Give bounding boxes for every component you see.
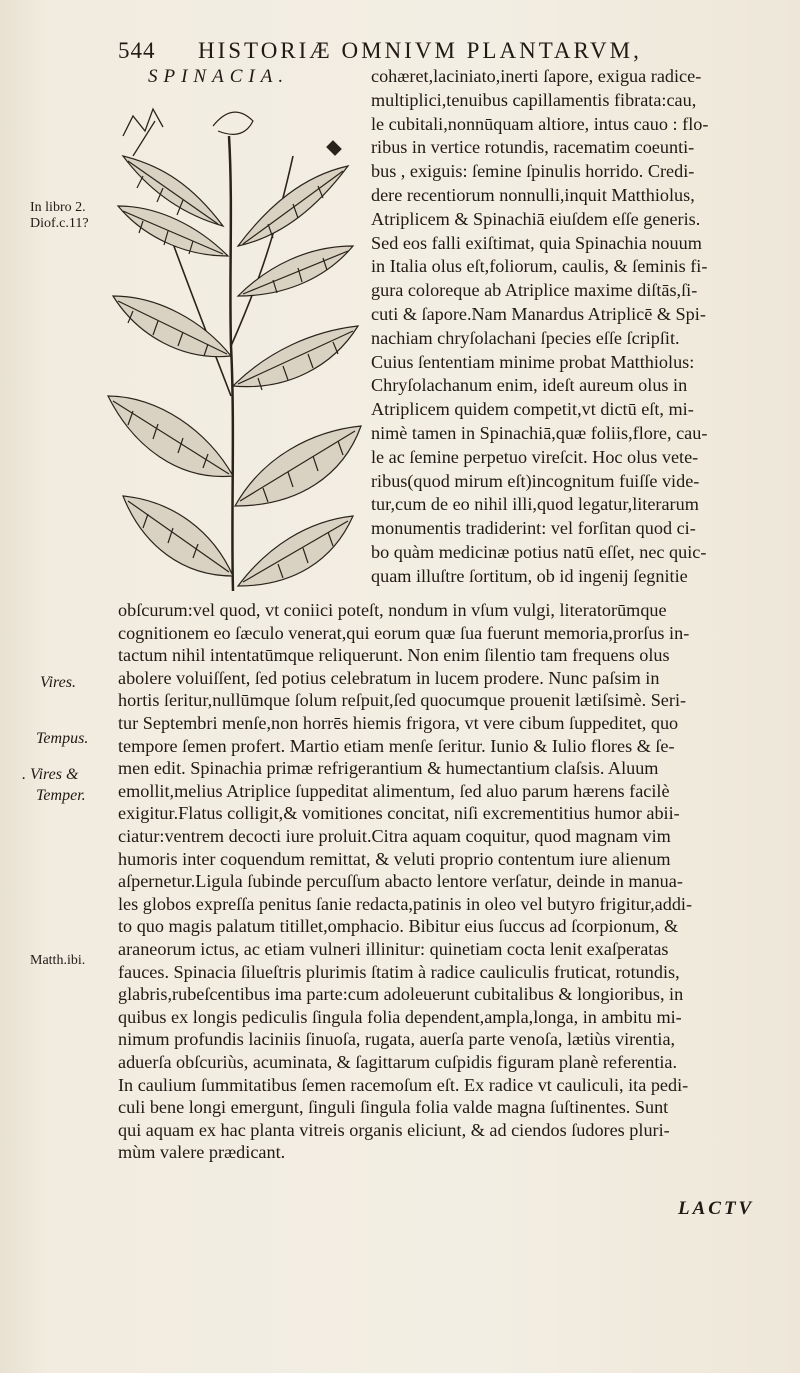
text-line: bus , exiguis: ſemine ſpinulis horrido. Credi- <box>371 161 695 182</box>
text-line: le cubitali,nonnūquam altiore, intus cauo : flo- <box>371 113 709 134</box>
margin-note-vires: Vires. <box>40 674 76 691</box>
text-line: nimum profundis laciniis ſinuoſa, rugata, auerſa parte venoſa, lætiùs virentia, <box>118 1029 676 1050</box>
text-line: exigitur.Flatus colligit,& vomitiones concitat, niſi excrementitius humor abii- <box>118 803 680 824</box>
text-line: ribus(quod mirum eſt)incognitum fuiſſe vide- <box>371 470 700 491</box>
text-line: dere recentiorum nonnulli,inquit Matthiolus, <box>371 185 695 205</box>
text-line: fauces. Spinacia ſilueſtris plurimis ſtatim à radice cauliculis fruticat, rotundis, <box>118 961 680 982</box>
text-line: tactum nihil intentatūmque reliquerunt. Non enim ſilentio tam frequens olus <box>118 645 670 666</box>
text-line: ribus in vertice rotundis, racematim coeunti- <box>371 137 695 158</box>
catchword: LACTV <box>678 1198 755 1219</box>
text-line: multiplici,tenuibus capillamentis fibrata:cau, <box>371 89 697 110</box>
text-line: Atriplicem quidem competit,vt dictū eſt, mi- <box>371 399 694 420</box>
text-line: in Italia olus eſt,foliorum, caulis, & ſeminis fi- <box>371 256 708 277</box>
text-line: abolere voluiſſent, ſed potius celebratum in lucem prodere. Nunc paſsim in <box>118 667 660 688</box>
text-line: Sed eos falli exiſtimat, quia Spinachia nouum <box>371 232 702 253</box>
text-line: emollit,melius Atriplice ſuppeditat alimentum, ſed aluo parum hærens facilè <box>118 780 670 801</box>
margin-note-ref-2: Diof.c.11? <box>30 216 89 231</box>
text-line: humoris inter coquendum remittat, & veluti proprio contentum iure alienum <box>118 848 671 869</box>
text-line: Cuius ſententiam minime probat Matthiolus: <box>371 351 695 372</box>
text-line: men edit. Spinachia primæ refrigerantium & humectantium claſsis. Aluum <box>118 758 659 779</box>
text-line: cuti & ſapore.Nam Manardus Atriplicē & Spi- <box>371 304 706 324</box>
text-line: le ac ſemine perpetuo vireſcit. Hoc olus vete- <box>371 446 699 467</box>
text-line: araneorum ictus, ac etiam vulneri illinitur: quinetiam cocta lenit exaſperatas <box>118 939 669 959</box>
text-line: bo quàm medicinæ potius natū eſſet, nec quic- <box>371 542 707 562</box>
text-line: obſcurum:vel quod, vt coniici poteſt, nondum in vſum vulgi, literatorūmque <box>118 600 667 620</box>
text-line: tur Septembri menſe,non horrēs hiemis frigora, vt vere cibum ſuppeditet, quo <box>118 713 679 733</box>
text-line: qui aquam ex hac planta vitreis organis eliciunt, & ad ciendos ſudores pluri- <box>118 1119 670 1140</box>
text-line: quam illuſtre ſortitum, ob id ingenij ſegnitie <box>371 565 688 586</box>
margin-note-matthiolus: Matth.ibi. <box>30 953 86 968</box>
text-line: Chryſolachanum enim, ideſt aureum olus in <box>371 375 688 396</box>
text-line: to quo magis palatum titillet,omphacio. Bibitur eius ſuccus ad ſcorpionum, & <box>118 916 679 937</box>
margin-note-temper: Temper. <box>36 787 86 804</box>
text-line: tur,cum de eo nihil illi,quod legatur,literarum <box>371 494 699 515</box>
text-line: cohæret,laciniato,inerti ſapore, exigua radice- <box>371 66 702 86</box>
text-line: nachiam chryſolachani ſpecies eſſe ſcripſit. <box>371 327 680 348</box>
figure-caption: SPINACIA. <box>148 66 290 87</box>
page-number: 544 <box>118 38 156 63</box>
margin-note-tempus: Tempus. <box>36 730 89 747</box>
margin-note-vires-temper: . Vires & <box>22 766 79 783</box>
text-line: monumentis tradiderint: vel forſitan quod ci- <box>371 518 696 539</box>
running-head: HISTORIÆ OMNIVM PLANTARVM, <box>198 38 642 63</box>
text-line: glabris,rubeſcentibus ima parte:cum adoleuerunt cubitalibus & longioribus, in <box>118 984 684 1005</box>
text-line: aſpernetur.Ligula ſubinde percuſſum abacto lentore verſatur, deinde in manua- <box>118 871 683 892</box>
text-line: cognitionem eo ſæculo venerat,qui eorum quæ ſua fuerunt memoria,prorſus in- <box>118 622 690 643</box>
text-line: mùm valere prædicant. <box>118 1142 286 1163</box>
margin-note-ref: In libro 2. <box>30 200 86 215</box>
text-line: aduerſa obſcuriùs, acuminata, & ſagittarum cuſpidis figuram planè referentia. <box>118 1052 678 1072</box>
text-line: nimè tamen in Spinachiā,quæ foliis,flore, cau- <box>371 423 708 443</box>
text-line: quibus ex longis pediculis ſingula folia dependent,ampla,longa, in ambitu mi- <box>118 1006 682 1027</box>
text-line: hortis ſeritur,nullūmque ſolum reſpuit,ſed quocumque prouenit lætiſsimè. Seri- <box>118 690 687 711</box>
text-line: les globos expreſſa penitus ſanie redacta,patinis in oleo vel butyro frigitur,addi- <box>118 893 693 914</box>
text-line: gura coloreque ab Atriplice maxime diſtās,ſi- <box>371 280 698 301</box>
text-line: ciatur:ventrem decocti iure proluit.Citra aquam coquitur, quod magnam vim <box>118 826 671 846</box>
text-line: tempore ſemen profert. Martio etiam menſe ſeritur. Iunio & Iulio flores & ſe- <box>118 735 675 756</box>
text-line: culi bene longi emergunt, ſinguli ſingula folia valde magna ſuſtinentes. Sunt <box>118 1097 669 1118</box>
text-line: In caulium ſummitatibus ſemen racemoſum eſt. Ex radice vt cauliculi, ita pedi- <box>118 1074 689 1095</box>
text-line: Atriplicem & Spinachiā eiuſdem eſſe generis. <box>371 208 701 229</box>
spinach-woodcut-illustration <box>103 96 363 596</box>
